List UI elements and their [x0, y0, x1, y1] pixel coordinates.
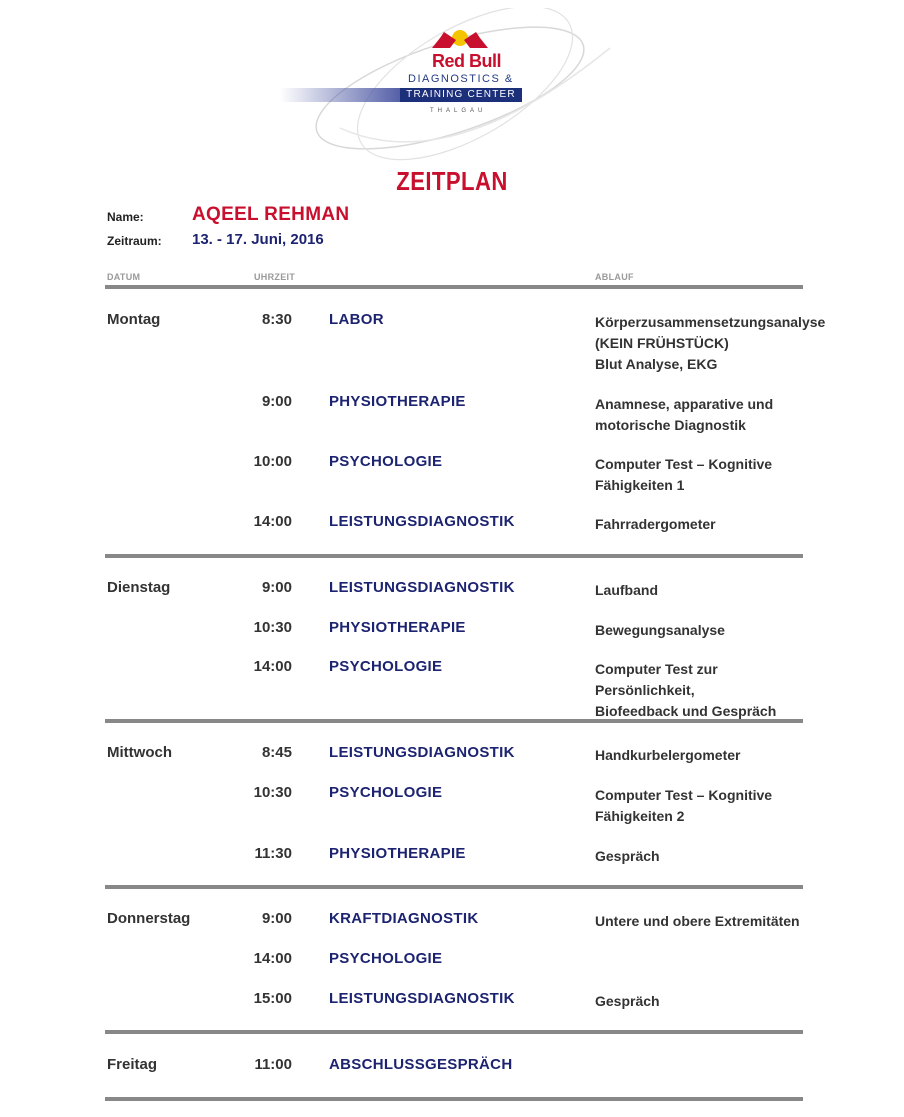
column-header-flow: ABLAUF: [595, 272, 634, 282]
entry-description: Computer Test – Kognitive Fähigkeiten 1: [595, 456, 773, 493]
entry-time: 8:45: [261, 744, 292, 761]
day-divider: [105, 719, 803, 723]
entry-activity: PHYSIOTHERAPIE: [329, 619, 466, 636]
entry-time: 8:30: [261, 311, 292, 328]
entry-time: 10:00: [253, 453, 292, 470]
brand-subtitle-bar: TRAINING CENTER: [400, 88, 522, 102]
logo-header: [280, 8, 620, 158]
red-bull-logo-icon: [430, 26, 490, 52]
entry-time: 14:00: [253, 950, 292, 967]
entry-time: 9:00: [261, 579, 292, 596]
day-label: Dienstag: [107, 579, 171, 596]
entry-time: 10:30: [253, 619, 292, 636]
entry-description: Untere und obere Extremitäten: [595, 913, 800, 929]
header-divider: [105, 285, 803, 289]
entry-time: 15:00: [253, 990, 292, 1007]
entry-activity: LEISTUNGSDIAGNOSTIK: [329, 744, 515, 761]
entry-time: 11:00: [254, 1056, 292, 1073]
day-divider: [105, 1097, 803, 1101]
entry-description: Gespräch: [595, 993, 660, 1009]
entry-time: 11:30: [254, 845, 292, 862]
entry-time: 9:00: [261, 910, 292, 927]
name-value: AQEEL REHMAN: [192, 204, 350, 225]
entry-time: 14:00: [253, 658, 292, 675]
entry-time: 14:00: [253, 513, 292, 530]
brand-subtitle: DIAGNOSTICS &: [408, 73, 514, 85]
entry-activity: ABSCHLUSSGESPRÄCH: [329, 1056, 513, 1073]
day-label: Mittwoch: [107, 744, 172, 761]
entry-description: Laufband: [595, 582, 658, 598]
day-label: Montag: [107, 311, 161, 328]
entry-activity: PSYCHOLOGIE: [329, 453, 443, 470]
column-header-time: UHRZEIT: [254, 272, 296, 282]
brand-name: Red Bull: [432, 51, 502, 71]
entry-description: Anamnese, apparative und motorische Diagnostik: [595, 396, 774, 433]
entry-activity: PHYSIOTHERAPIE: [329, 393, 466, 410]
page-title: ZEITPLAN: [396, 166, 508, 196]
logo-bar-fade: [280, 88, 400, 102]
entry-activity: PSYCHOLOGIE: [329, 784, 443, 801]
period-value: 13. - 17. Juni, 2016: [192, 231, 324, 248]
entry-activity: LABOR: [329, 311, 384, 328]
column-header-date: DATUM: [107, 272, 141, 282]
entry-description: Computer Test zur Persönlichkeit, Biofeedback und Gespräch: [595, 661, 777, 719]
day-divider: [105, 885, 803, 889]
entry-description: Computer Test – Kognitive Fähigkeiten 2: [595, 787, 773, 824]
entry-description: Körperzusammensetzungsanalyse (KEIN FRÜHSTÜCK) Blut Analyse, EKG: [595, 314, 826, 372]
name-label: Name:: [107, 210, 144, 224]
day-divider: [105, 554, 803, 558]
brand-location: THALGAU: [430, 108, 487, 114]
entry-time: 10:30: [253, 784, 292, 801]
entry-description: Gespräch: [595, 848, 660, 864]
entry-time: 9:00: [261, 393, 292, 410]
day-label: Freitag: [107, 1056, 158, 1073]
day-divider: [105, 1030, 803, 1034]
day-label: Donnerstag: [107, 910, 191, 927]
entry-activity: PHYSIOTHERAPIE: [329, 845, 466, 862]
entry-activity: PSYCHOLOGIE: [329, 658, 443, 675]
entry-activity: PSYCHOLOGIE: [329, 950, 443, 967]
entry-description: Handkurbelergometer: [595, 747, 741, 763]
period-label: Zeitraum:: [107, 234, 162, 248]
entry-activity: LEISTUNGSDIAGNOSTIK: [329, 579, 515, 596]
entry-activity: LEISTUNGSDIAGNOSTIK: [329, 990, 515, 1007]
entry-activity: KRAFTDIAGNOSTIK: [329, 910, 479, 927]
entry-description: Fahrradergometer: [595, 516, 716, 532]
entry-activity: LEISTUNGSDIAGNOSTIK: [329, 513, 515, 530]
entry-description: Bewegungsanalyse: [595, 622, 725, 638]
